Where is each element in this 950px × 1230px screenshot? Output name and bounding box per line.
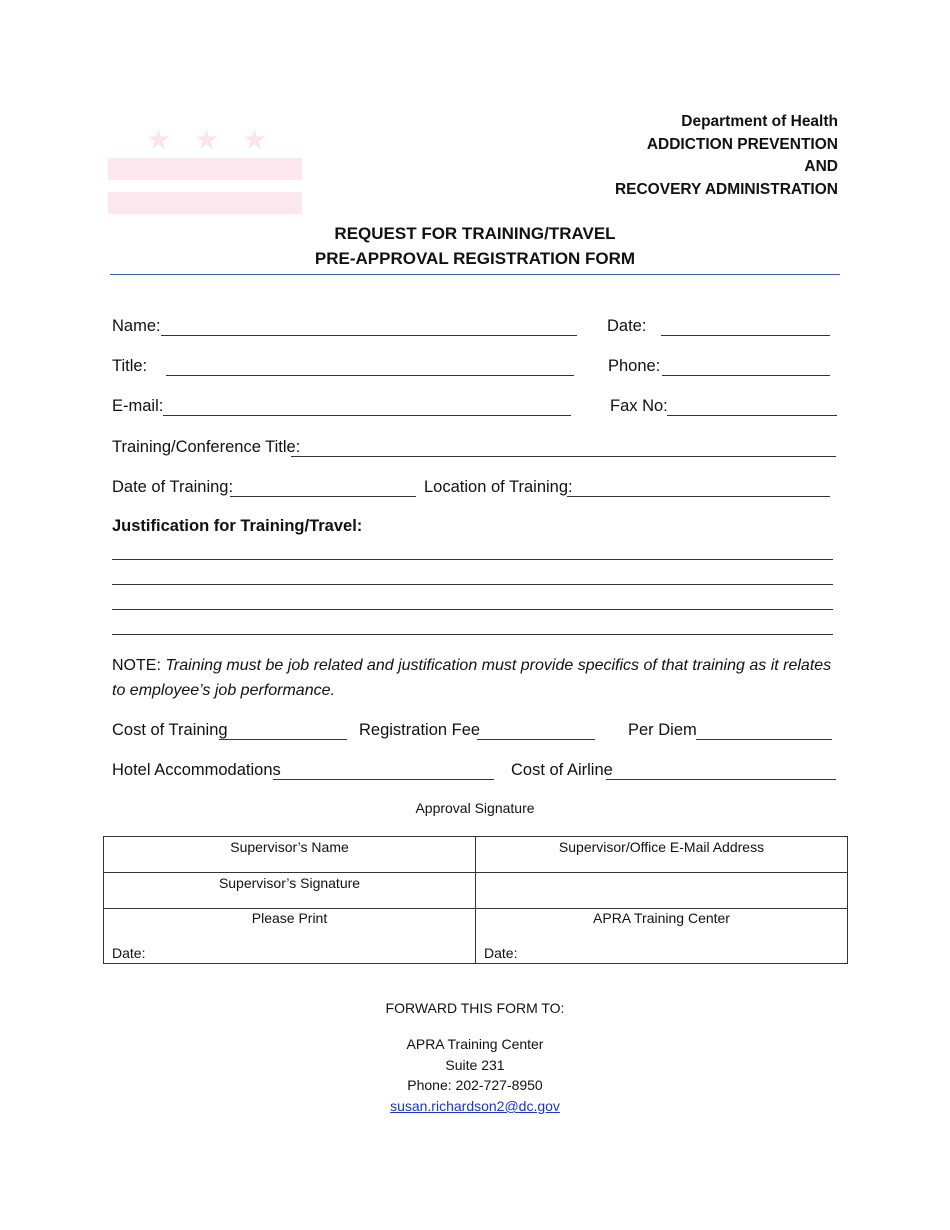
forward-org: APRA Training Center [406, 1036, 544, 1052]
training-center-cell[interactable] [476, 909, 848, 964]
justification-label: Justification for Training/Travel: [112, 517, 363, 535]
location-of-training-field[interactable] [567, 496, 830, 497]
please-print-label: Please Print [251, 910, 328, 926]
training-center-label: APRA Training Center [593, 910, 730, 926]
division-line: AND [804, 158, 838, 175]
blank-cell[interactable] [476, 873, 848, 909]
star-icon: ★ [146, 124, 172, 155]
name-field[interactable] [161, 335, 577, 336]
justification-line[interactable] [112, 634, 833, 635]
forward-heading: FORWARD THIS FORM TO: [385, 1000, 565, 1016]
justification-line[interactable] [112, 609, 833, 610]
note-text: Training must be job related and justification must provide specifics of that training as it relates to employee’s job performance. [112, 657, 832, 699]
phone-field[interactable] [662, 375, 830, 376]
date-of-training-label: Date of Training: [112, 478, 234, 496]
name-label: Name: [112, 317, 161, 335]
note [112, 653, 842, 703]
please-print-cell[interactable] [104, 909, 476, 964]
per-diem-label: Per Diem [628, 721, 697, 739]
forward-email-link[interactable]: susan.richardson2@dc.gov [390, 1098, 560, 1114]
location-of-training-label: Location of Training: [424, 478, 573, 496]
forward-email-wrap [0, 1098, 950, 1114]
department-name: Department of Health [681, 113, 838, 130]
supervisor-name-label: Supervisor’s Name [230, 839, 349, 855]
fax-field[interactable] [667, 415, 837, 416]
email-label: E-mail: [112, 397, 164, 415]
forward-phone: Phone: 202-727-8950 [407, 1077, 543, 1093]
training-title-label: Training/Conference Title: [112, 438, 301, 456]
date-label-left: Date: [112, 945, 146, 961]
airline-label: Cost of Airline [511, 761, 613, 779]
phone-label: Phone: [608, 357, 661, 375]
supervisor-signature-cell[interactable] [104, 873, 476, 909]
form-title: REQUEST FOR TRAINING/TRAVEL [334, 224, 616, 243]
title-label: Title: [112, 357, 148, 375]
date-label-right: Date: [484, 945, 518, 961]
division-line: ADDICTION PREVENTION [646, 135, 838, 153]
justification-line[interactable] [112, 559, 833, 560]
supervisor-email-label: Supervisor/Office E-Mail Address [558, 839, 765, 855]
forward-suite: Suite 231 [445, 1057, 505, 1073]
registration-fee-field[interactable] [477, 739, 595, 740]
date-of-training-field[interactable] [230, 496, 416, 497]
date-label: Date: [607, 317, 647, 335]
registration-fee-label: Registration Fee [359, 721, 481, 739]
title-divider [110, 274, 840, 275]
agency-header [615, 111, 838, 201]
supervisor-email-cell[interactable] [476, 837, 848, 873]
email-field[interactable] [163, 415, 571, 416]
title-field[interactable] [166, 375, 574, 376]
supervisor-name-cell[interactable] [104, 837, 476, 873]
hotel-field[interactable] [273, 779, 494, 780]
justification-line[interactable] [112, 584, 833, 585]
hotel-label: Hotel Accommodations [112, 761, 281, 779]
date-field[interactable] [661, 335, 830, 336]
dc-flag-logo [108, 126, 304, 218]
cost-of-training-field[interactable] [219, 739, 347, 740]
form-subtitle: PRE-APPROVAL REGISTRATION FORM [314, 249, 636, 268]
airline-field[interactable] [606, 779, 836, 780]
flag-stripe [108, 158, 302, 180]
approval-heading: Approval Signature [415, 800, 535, 816]
note-prefix: NOTE: [112, 657, 161, 674]
division-line: RECOVERY ADMINISTRATION [614, 180, 838, 198]
fax-label: Fax No: [610, 397, 668, 415]
star-icon: ★ [194, 124, 220, 155]
flag-stripe [108, 192, 302, 214]
cost-of-training-label: Cost of Training [112, 721, 228, 739]
star-icon: ★ [242, 124, 268, 155]
approval-table [103, 836, 848, 964]
per-diem-field[interactable] [696, 739, 832, 740]
training-title-field[interactable] [291, 456, 836, 457]
supervisor-signature-label: Supervisor’s Signature [218, 875, 361, 891]
